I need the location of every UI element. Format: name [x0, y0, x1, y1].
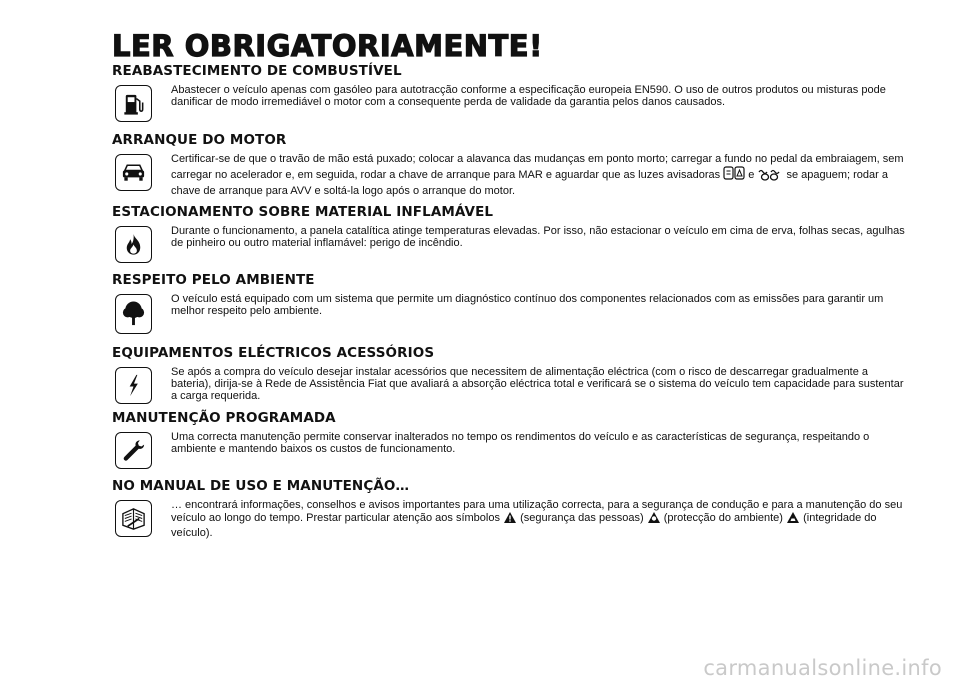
section-text [171, 499, 911, 540]
glow-plug-icon [757, 167, 783, 184]
section-heading: EQUIPAMENTOS ELÉCTRICOS ACESSÓRIOS [112, 344, 435, 361]
section-text-part: e [748, 169, 755, 182]
section-text: Durante o funcionamento, a panela catalítica atinge temperaturas elevadas. Por isso, não estacionar o veículo em cima de erva, folhas secas, agulhas de pinheiro ou outro material inflamável: perigo de incêndio. [171, 224, 905, 250]
section-engine-start [112, 131, 912, 197]
section-text-part: se apaguem; rodar a chave de arranque para AVV e soltá-la logo após o arranque do motor. [171, 169, 888, 197]
page-title: LER OBRIGATORIAMENTE! [112, 29, 543, 63]
section-heading: ARRANQUE DO MOTOR [112, 132, 287, 148]
vehicle-triangle-icon [786, 511, 800, 527]
watermark: carmanualsonline.info [703, 656, 942, 680]
section-heading: NO MANUAL DE USO E MANUTENÇÃO… [112, 477, 410, 494]
section-text-part: (integridade do veículo). [171, 512, 877, 540]
section-electrical [112, 344, 912, 404]
section-heading: RESPEITO PELO AMBIENTE [112, 271, 315, 288]
warning-triangle-icon [503, 511, 517, 527]
section-text-part: Certificar-se de que o travão de mão está puxado; colocar a alavanca das mudanças em ponto morto; carregar a fundo no pedal da embraiagem, sem carregar no acelerador e, em seguida, rodar a chave de arranque para MAR e aguardar que as luzes avisadoras [171, 153, 904, 182]
section-fuel [112, 62, 912, 122]
tree-icon [115, 294, 152, 334]
car-front-icon [115, 154, 152, 191]
section-heading: MANUTENÇÃO PROGRAMADA [112, 409, 336, 426]
lightning-icon [115, 367, 152, 404]
wrench-icon [115, 432, 152, 469]
book-icon [115, 500, 152, 537]
section-text [171, 153, 911, 197]
section-text: O veículo está equipado com um sistema que permite um diagnóstico contínuo dos componentes relacionados com as emissões para garantir um melhor respeito pelo ambiente. [171, 292, 884, 318]
warning-lights-icon [723, 165, 745, 184]
page [112, 30, 912, 540]
section-text-part: … encontrará informações, conselhos e avisos importantes para uma utilização correcta, para a segurança de condução e para a manutenção do seu veículo ao longo do tempo. Prestar particular atenção aos símbolos [171, 498, 903, 525]
section-text-part: (segurança das pessoas) [520, 512, 644, 525]
section-heading: REABASTECIMENTO DE COMBUSTÍVEL [112, 63, 402, 79]
section-parking [112, 203, 912, 263]
section-text: Abastecer o veículo apenas com gasóleo para autotracção conforme a especificação europeia EN590. O uso de outros produtos ou misturas pode danificar de modo irremediável o motor com a consequente perda de validade da garantia pelos danos causados. [171, 84, 886, 109]
fuel-pump-icon [115, 85, 152, 122]
section-text-part: (protecção do ambiente) [663, 512, 783, 525]
section-maintenance [112, 409, 912, 469]
flame-icon [115, 226, 152, 263]
section-environment [112, 271, 912, 334]
environment-triangle-icon [647, 511, 661, 527]
section-heading: ESTACIONAMENTO SOBRE MATERIAL INFLAMÁVEL [112, 203, 494, 220]
section-manual [112, 477, 912, 540]
section-text: Uma correcta manutenção permite conservar inalterados no tempo os rendimentos do veículo e as características de segurança, respeitando o ambiente e mantendo baixos os custos de funcionamento. [171, 430, 870, 456]
section-text: Se após a compra do veículo desejar instalar acessórios que necessitem de alimentação eléctrica (com o risco de descarregar gradualmente a bateria), dirija-se à Rede de Assistência Fiat que avaliará a absorção eléctrica total e verificará se o sistema do veículo tem capacidade para sustentar a carga requerida. [171, 365, 904, 403]
